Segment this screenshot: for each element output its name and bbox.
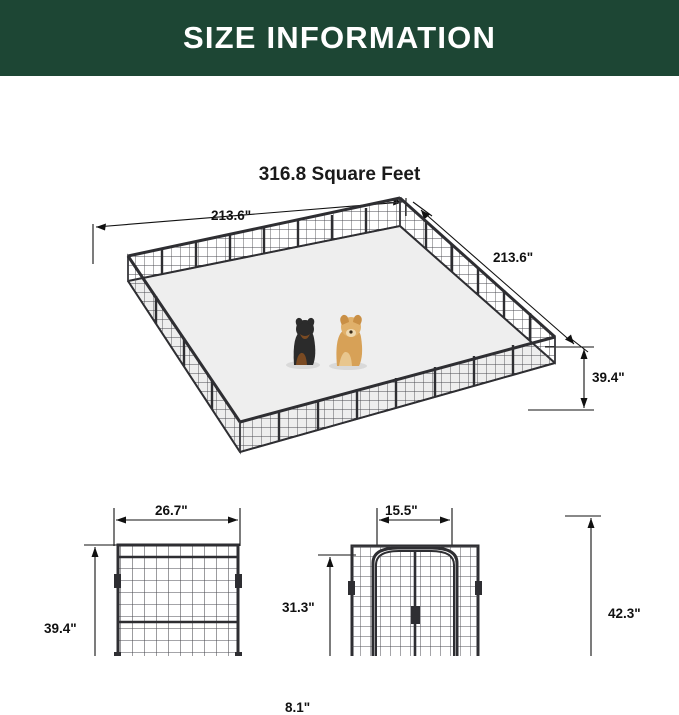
single-panel-graphic [114, 545, 242, 656]
dim-label-door-height: 31.3" [282, 600, 315, 615]
dim-door-height [318, 555, 356, 656]
area-label: 316.8 Square Feet [258, 164, 421, 185]
diagram-stage [0, 76, 679, 715]
dim-label-panel-width: 26.7" [155, 503, 188, 518]
dim-label-panel-height: 39.4" [44, 621, 77, 636]
dim-label-total-height: 42.3" [608, 606, 641, 621]
dim-total-height [565, 516, 601, 656]
header-banner [0, 0, 679, 76]
dim-label-door-width: 15.5" [385, 503, 418, 518]
page-title: SIZE INFORMATION [182, 20, 497, 55]
door-panel-graphic [345, 546, 485, 656]
dim-label-side-width: 213.6" [493, 250, 534, 265]
dim-label-bottom-gap: 8.1" [285, 700, 311, 715]
dim-label-pen-height: 39.4" [592, 370, 625, 385]
playpen-diagram-svg [0, 76, 679, 656]
dim-label-top-width: 213.6" [211, 208, 252, 223]
